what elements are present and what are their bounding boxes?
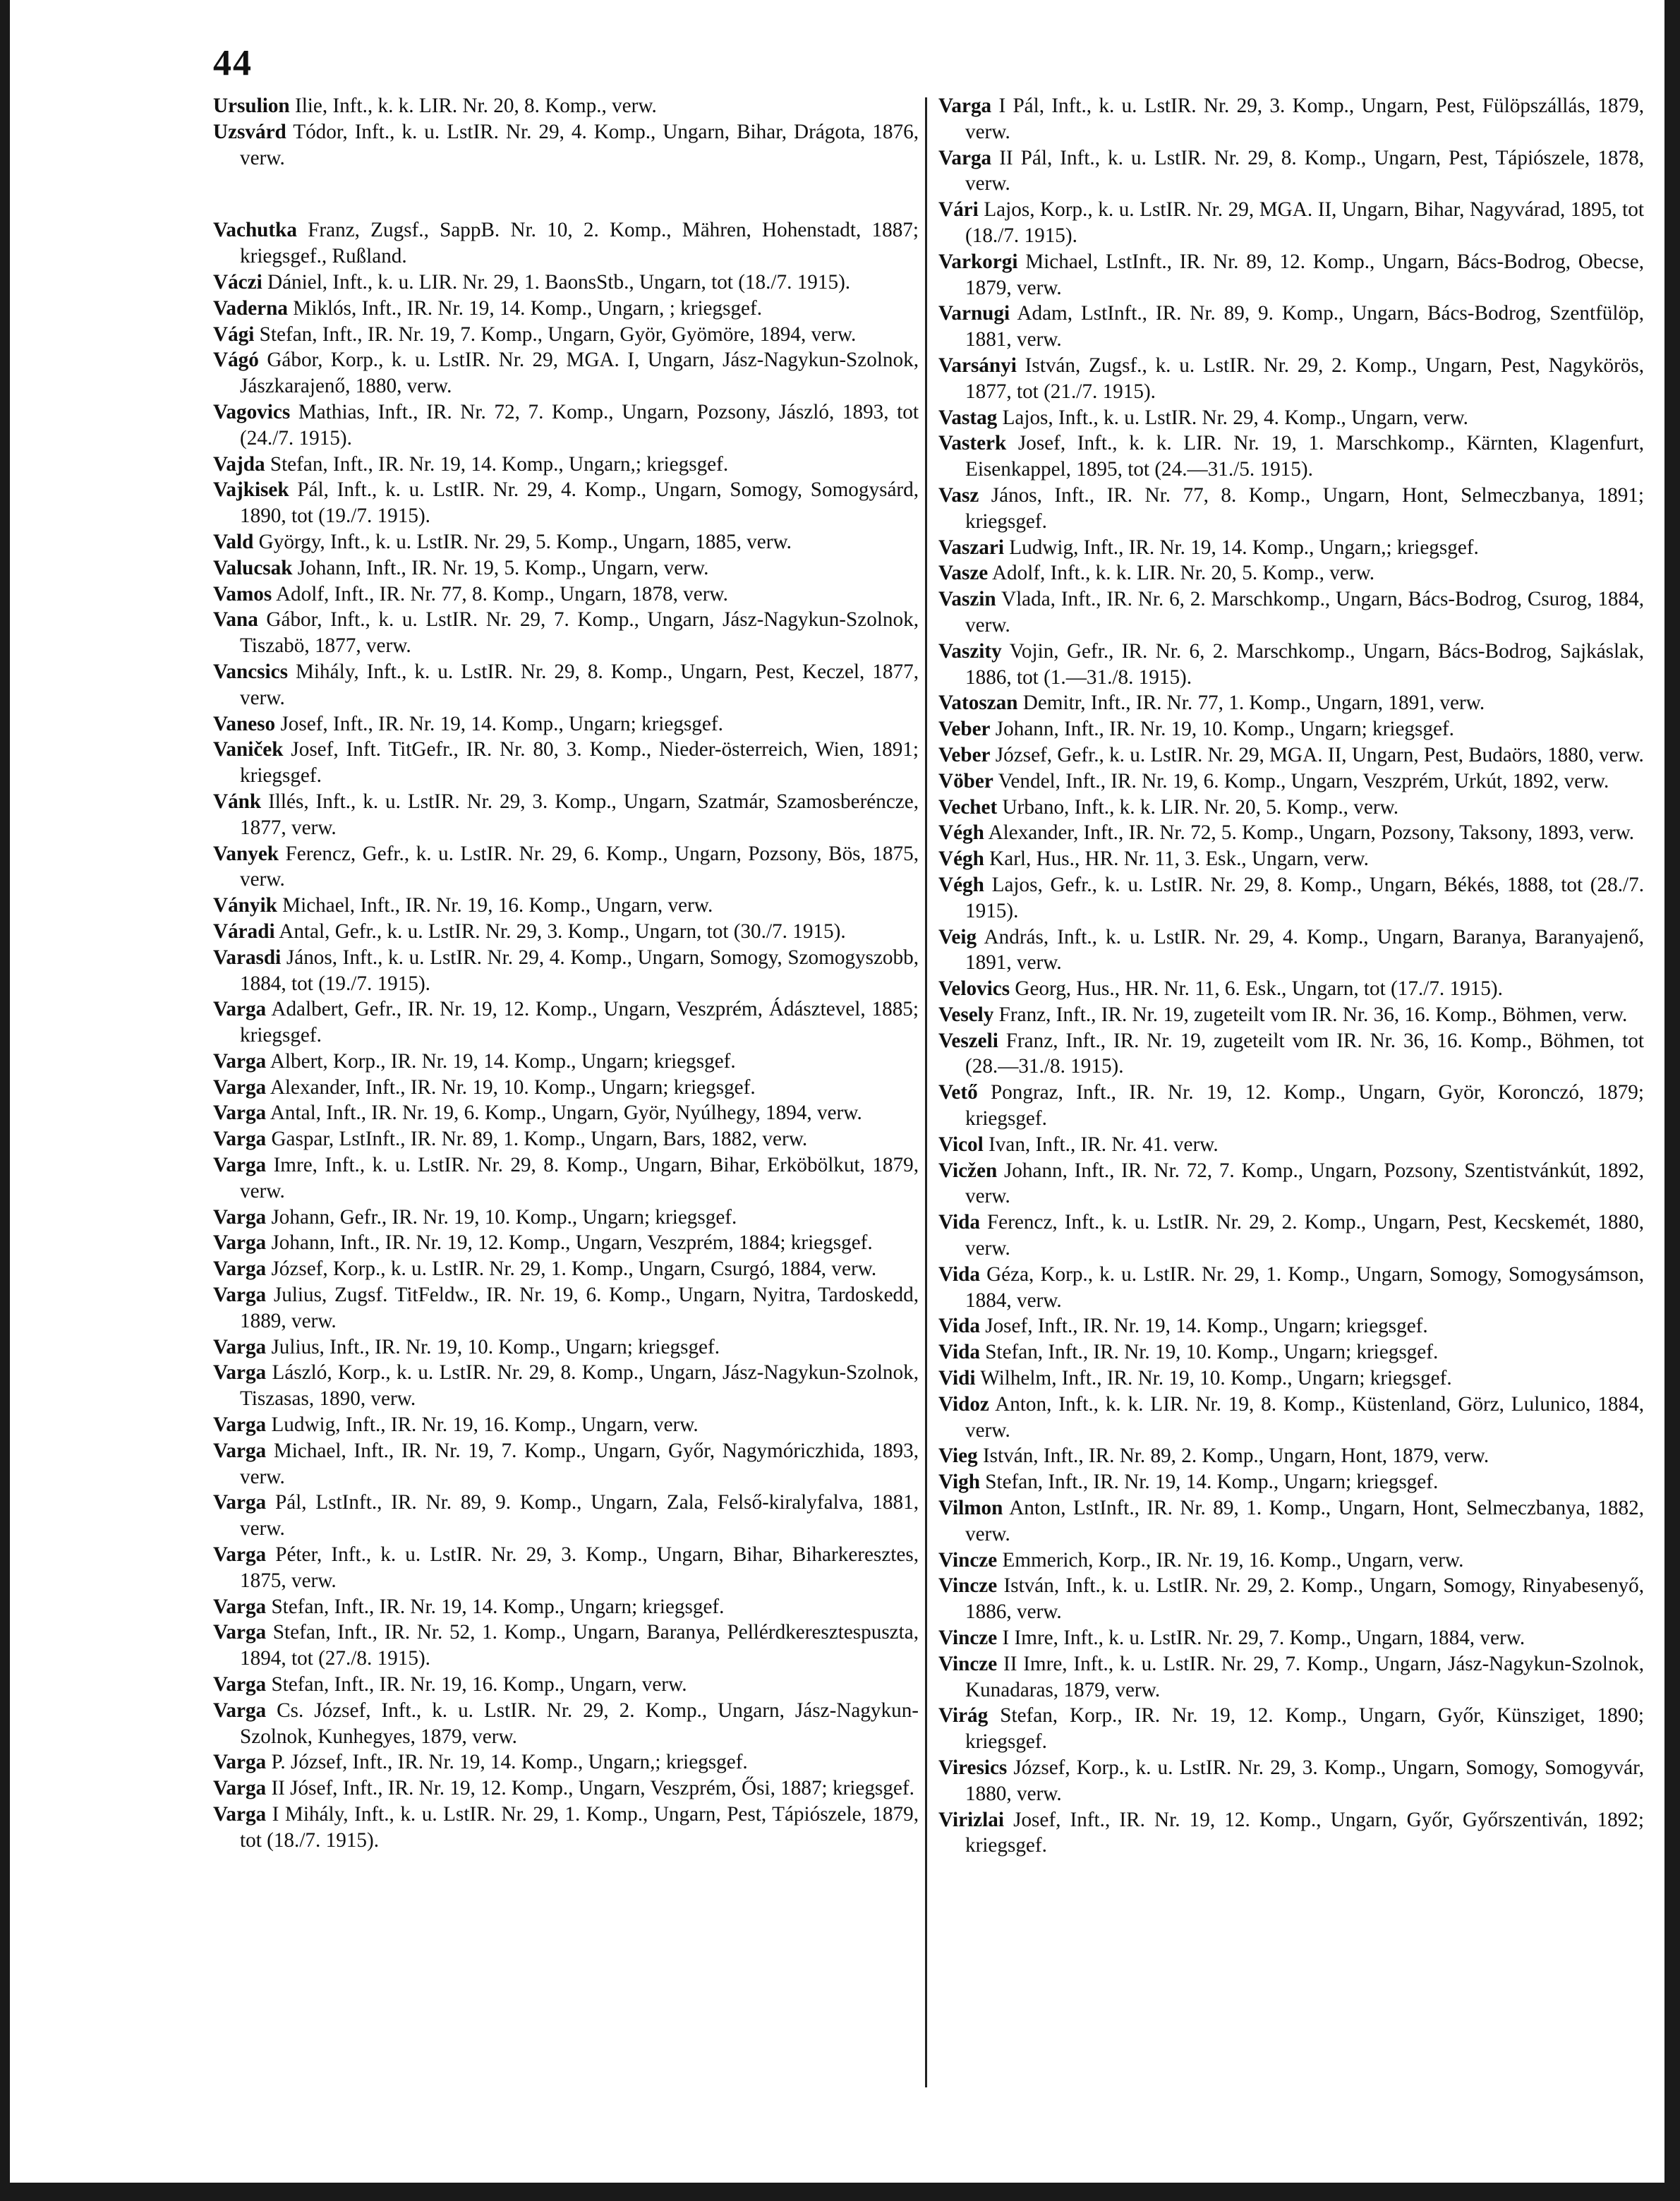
entry-details: István, Inft., k. u. LstIR. Nr. 29, 2. Komp., Ungarn, Somogy, Rinyabesenyő, 1886, verw. <box>965 1574 1644 1624</box>
entry-surname: Varga <box>213 1205 267 1229</box>
entry-surname: Vastag <box>938 406 998 429</box>
entry-details: József, Korp., k. u. LstIR. Nr. 29, 1. Komp., Ungarn, Csurgó, 1884, verw. <box>271 1258 877 1281</box>
register-entry <box>213 399 919 452</box>
register-entry <box>938 639 1644 691</box>
entry-surname: Vidi <box>938 1367 976 1390</box>
entry-surname: Viresics <box>938 1756 1008 1779</box>
entry-surname: Varga <box>938 146 992 169</box>
entry-details: Stefan, Inft., IR. Nr. 19, 14. Komp., Ungarn; kriegsgef. <box>985 1471 1439 1494</box>
register-entry <box>938 249 1644 301</box>
entry-surname: Vető <box>938 1081 978 1104</box>
entry-surname: Varga <box>213 1621 267 1644</box>
page-number: 44 <box>213 43 253 83</box>
entry-details: Karl, Hus., HR. Nr. 11, 3. Esk., Ungarn, verw. <box>989 848 1369 871</box>
register-entry <box>938 535 1644 561</box>
entry-details: Josef, Inft., IR. Nr. 19, 14. Komp., Ungarn; kriegsgef. <box>985 1315 1428 1338</box>
register-entry <box>938 1755 1644 1807</box>
entry-surname: Vana <box>213 608 258 632</box>
entry-details: Antal, Gefr., k. u. LstIR. Nr. 29, 3. Komp., Ungarn, tot (30./7. 1915). <box>279 919 846 943</box>
register-entry <box>213 581 919 608</box>
column-divider <box>925 97 927 2087</box>
entry-details: Demitr, Inft., IR. Nr. 77, 1. Komp., Ungarn, 1891, verw. <box>1022 692 1485 715</box>
entry-surname: Varga <box>213 1491 267 1514</box>
entry-details: Illés, Inft., k. u. LstIR. Nr. 29, 3. Komp., Ungarn, Szatmár, Szamosberéncze, 1877, verw. <box>240 790 919 839</box>
register-entry <box>213 1412 919 1438</box>
entry-surname: Vamos <box>213 582 272 605</box>
entry-details: I Pál, Inft., k. u. LstIR. Nr. 29, 3. Komp., Ungarn, Pest, Fülöpszállás, 1879, verw. <box>965 95 1644 143</box>
register-entry <box>938 795 1644 821</box>
entry-surname: Veber <box>938 743 991 766</box>
register-entry <box>938 1262 1644 1314</box>
entry-surname: Vajkisek <box>213 478 289 502</box>
register-entry <box>938 1651 1644 1703</box>
register-entry <box>213 737 919 789</box>
register-entry <box>213 477 919 529</box>
entry-details: Stefan, Inft., IR. Nr. 19, 14. Komp., Ungarn; kriegsgef. <box>271 1595 725 1618</box>
register-entry <box>938 483 1644 535</box>
entry-details: Stefan, Inft., IR. Nr. 52, 1. Komp., Ungarn, Baranya, Pellérdkeresztespuszta, 1894, tot (27./8. 1915). <box>240 1621 919 1670</box>
entry-details: Johann, Gefr., IR. Nr. 19, 10. Komp., Ungarn; kriegsgef. <box>271 1205 737 1229</box>
register-entry <box>213 1594 919 1620</box>
entry-details: P. József, Inft., IR. Nr. 19, 14. Komp., Ungarn,; kriegsgef. <box>271 1751 748 1774</box>
entry-surname: Vilmon <box>938 1497 1003 1520</box>
entry-surname: Vald <box>213 530 254 553</box>
register-entry <box>213 841 919 893</box>
entry-details: Miklós, Inft., IR. Nr. 19, 14. Komp., Ungarn, ; kriegsgef. <box>293 296 763 320</box>
entry-surname: Varga <box>213 1128 267 1151</box>
entry-surname: Varga <box>213 1413 267 1437</box>
entry-details: Ludwig, Inft., IR. Nr. 19, 14. Komp., Ungarn,; kriegsgef. <box>1009 536 1479 559</box>
entry-details: Stefan, Korp., IR. Nr. 19, 12. Komp., Ungarn, Győr, Künsziget, 1890; kriegsgef. <box>965 1704 1645 1754</box>
entry-surname: Vesely <box>938 1003 994 1026</box>
entry-surname: Velovics <box>938 977 1010 1001</box>
register-entry <box>938 1548 1644 1574</box>
register-entry <box>213 607 919 659</box>
entry-surname: Vida <box>938 1341 980 1364</box>
entry-surname: Varga <box>213 1699 267 1722</box>
register-entry <box>938 93 1644 145</box>
entry-surname: Varga <box>213 1049 267 1073</box>
left-column <box>213 93 919 1854</box>
register-entry <box>213 1075 919 1101</box>
register-entry <box>938 1365 1644 1392</box>
entry-details: Tódor, Inft., k. u. LstIR. Nr. 29, 4. Komp., Ungarn, Bihar, Drágota, 1876, verw. <box>240 120 919 169</box>
entry-details: Johann, Inft., IR. Nr. 19, 10. Komp., Ungarn; kriegsgef. <box>995 718 1454 741</box>
entry-surname: Vári <box>938 198 979 222</box>
register-entry <box>938 145 1644 198</box>
register-entry <box>938 1703 1644 1755</box>
entry-details: János, Inft., IR. Nr. 77, 8. Komp., Ungarn, Hont, Selmeczbanya, 1891; kriegsgef. <box>965 483 1645 533</box>
entry-surname: Veszeli <box>938 1029 998 1052</box>
entry-details: Mihály, Inft., k. u. LstIR. Nr. 29, 8. Komp., Ungarn, Pest, Keczel, 1877, verw. <box>240 660 919 709</box>
entry-surname: Vaszin <box>938 588 996 611</box>
register-entry <box>213 1698 919 1750</box>
register-entry <box>213 1360 919 1412</box>
entry-details: Franz, Zugsf., SappB. Nr. 10, 2. Komp., Mähren, Hohenstadt, 1887; kriegsgef., Rußland. <box>240 219 919 268</box>
register-entry <box>213 347 919 399</box>
entry-details: Ludwig, Inft., IR. Nr. 19, 16. Komp., Ungarn, verw. <box>271 1413 699 1437</box>
entry-surname: Vatoszan <box>938 692 1018 715</box>
entry-surname: Varga <box>213 1543 267 1567</box>
register-entry <box>938 1469 1644 1495</box>
entry-surname: Vincze <box>938 1574 998 1598</box>
entry-surname: Ursulion <box>213 95 290 117</box>
entry-details: Pongraz, Inft., IR. Nr. 19, 12. Komp., Ungarn, Györ, Koronczó, 1879; kriegsgef. <box>965 1081 1645 1130</box>
entry-details: Alexander, Inft., IR. Nr. 72, 5. Komp., Ungarn, Pozsony, Taksony, 1893, verw. <box>988 821 1635 845</box>
register-entry <box>938 353 1644 405</box>
entry-details: Adam, LstInft., IR. Nr. 89, 9. Komp., Ungarn, Bács-Bodrog, Szentfülöp, 1881, verw. <box>965 302 1644 351</box>
register-entry <box>938 301 1644 353</box>
register-entry <box>213 1230 919 1256</box>
entry-details: Ferencz, Gefr., k. u. LstIR. Nr. 29, 6. Komp., Ungarn, Pozsony, Bös, 1875, verw. <box>240 842 919 891</box>
entry-details: Antal, Inft., IR. Nr. 19, 6. Komp., Ungarn, Györ, Nyúlhegy, 1894, verw. <box>270 1102 862 1125</box>
entry-surname: Vági <box>213 322 255 346</box>
register-entry <box>213 529 919 555</box>
register-entry <box>938 1339 1644 1365</box>
entry-details: Vojin, Gefr., IR. Nr. 6, 2. Marschkomp., Ungarn, Bács-Bodrog, Sajkáslak, 1886, tot (1.—31./8. 1915). <box>965 639 1644 689</box>
register-entry <box>213 711 919 737</box>
entry-surname: Végh <box>938 873 984 896</box>
entry-details: József, Korp., k. u. LstIR. Nr. 29, 3. Komp., Ungarn, Somogy, Somogyvár, 1880, verw. <box>965 1756 1644 1805</box>
entry-surname: Vaszity <box>938 639 1002 663</box>
entry-details: Stefan, Inft., IR. Nr. 19, 10. Komp., Ungarn; kriegsgef. <box>985 1341 1439 1364</box>
entry-details: János, Inft., k. u. LstIR. Nr. 29, 4. Komp., Ungarn, Somogy, Szomogyszobb, 1884, tot (19./7. 1915). <box>240 946 919 995</box>
entry-details: Josef, Inft., k. k. LIR. Nr. 19, 1. Marschkomp., Kärnten, Klagenfurt, Eisenkappel, 1895, tot (24.—31./5. 1915). <box>965 432 1645 481</box>
entry-details: Julius, Inft., IR. Nr. 19, 10. Komp., Ungarn; kriegsgef. <box>271 1335 720 1358</box>
entry-details: Pál, LstInft., IR. Nr. 89, 9. Komp., Ungarn, Zala, Felső-kiralyfalva, 1881, verw. <box>240 1491 919 1540</box>
register-entry <box>938 1313 1644 1339</box>
register-entry <box>213 1100 919 1126</box>
entry-surname: Varga <box>213 1751 267 1774</box>
entry-details: Emmerich, Korp., IR. Nr. 19, 16. Komp., Ungarn, verw. <box>1002 1548 1464 1572</box>
entry-details: Alexander, Inft., IR. Nr. 19, 10. Komp., Ungarn; kriegsgef. <box>270 1075 756 1099</box>
entry-surname: Vasze <box>938 562 989 585</box>
register-entry <box>938 1210 1644 1262</box>
entry-details: Wilhelm, Inft., IR. Nr. 19, 10. Komp., Ungarn; kriegsgef. <box>980 1367 1452 1390</box>
entry-details: Urbano, Inft., k. k. LIR. Nr. 20, 5. Komp., verw. <box>1002 795 1399 819</box>
entry-surname: Varsányi <box>938 354 1017 377</box>
entry-surname: Vida <box>938 1262 980 1286</box>
entry-details: András, Inft., k. u. LstIR. Nr. 29, 4. Komp., Ungarn, Baranya, Baranyajenő, 1891, verw. <box>965 925 1644 975</box>
register-entry <box>938 560 1644 586</box>
right-column <box>938 93 1644 1859</box>
entry-surname: Végh <box>938 848 984 871</box>
register-entry <box>213 919 919 945</box>
entry-details: Ilie, Inft., k. k. LIR. Nr. 20, 8. Komp., verw. <box>294 95 657 117</box>
entry-details: Franz, Inft., IR. Nr. 19, zugeteilt vom IR. Nr. 36, 16. Komp., Böhmen, tot (28.—31./8. 1915). <box>965 1029 1645 1078</box>
register-entry <box>938 1392 1644 1444</box>
entry-surname: Vajda <box>213 452 265 476</box>
register-entry <box>213 1282 919 1334</box>
entry-surname: Vincze <box>938 1652 998 1675</box>
entry-surname: Vachutka <box>213 219 297 242</box>
entry-details: László, Korp., k. u. LstIR. Nr. 29, 8. Komp., Ungarn, Jász-Nagykun-Szolnok, Tiszasas, 1890, verw. <box>240 1361 919 1411</box>
register-entry <box>938 1158 1644 1210</box>
register-entry <box>938 924 1644 977</box>
entry-surname: Vanyek <box>213 842 279 865</box>
entry-details: Vendel, Inft., IR. Nr. 19, 6. Komp., Ungarn, Veszprém, Urkút, 1892, verw. <box>998 769 1609 792</box>
entry-surname: Varga <box>213 1439 267 1462</box>
entry-details: István, Zugsf., k. u. LstIR. Nr. 29, 2. Komp., Ungarn, Pest, Nagykörös, 1877, tot (21./7. 1915). <box>965 354 1644 403</box>
register-entry <box>213 1802 919 1854</box>
entry-surname: Vidoz <box>938 1392 989 1416</box>
register-entry <box>938 690 1644 716</box>
register-entry <box>938 1625 1644 1651</box>
entry-details: I Mihály, Inft., k. u. LstIR. Nr. 29, 1. Komp., Ungarn, Pest, Tápiószele, 1879, tot (18./7. 1915). <box>240 1803 919 1852</box>
entry-surname: Varasdi <box>213 946 282 969</box>
register-entry <box>938 1080 1644 1132</box>
register-entry <box>938 197 1644 249</box>
register-entry <box>938 1807 1644 1859</box>
entry-surname: Veig <box>938 925 977 948</box>
entry-surname: Varga <box>213 1154 267 1177</box>
register-entry <box>213 555 919 581</box>
register-entry <box>213 1620 919 1672</box>
register-entry <box>213 452 919 478</box>
entry-surname: Varga <box>938 95 992 117</box>
entry-surname: Vaniček <box>213 738 284 761</box>
entry-surname: Varga <box>213 1803 267 1826</box>
register-entry <box>213 1672 919 1698</box>
register-entry <box>938 430 1644 483</box>
entry-details: Josef, Inft. TitGefr., IR. Nr. 80, 3. Komp., Nieder-österreich, Wien, 1891; kriegsgef. <box>240 738 919 788</box>
entry-details: Michael, LstInft., IR. Nr. 89, 12. Komp., Ungarn, Bács-Bodrog, Obecse, 1879, verw. <box>965 250 1645 299</box>
register-entry <box>213 217 919 270</box>
entry-surname: Vida <box>938 1211 980 1234</box>
entry-surname: Varga <box>213 1777 267 1800</box>
register-entry <box>213 659 919 711</box>
register-entry <box>938 742 1644 768</box>
entry-details: Georg, Hus., HR. Nr. 11, 6. Esk., Ungarn, tot (17./7. 1915). <box>1015 977 1503 1001</box>
register-entry <box>938 716 1644 742</box>
register-entry <box>213 1334 919 1361</box>
register-entry <box>213 93 919 119</box>
entry-surname: Varga <box>213 1335 267 1358</box>
register-entry <box>213 1775 919 1802</box>
entry-details: Adalbert, Gefr., IR. Nr. 19, 12. Komp., Ungarn, Veszprém, Ádásztevel, 1885; kriegsgef. <box>240 998 919 1047</box>
entry-surname: Vieg <box>938 1445 978 1468</box>
entry-details: Josef, Inft., IR. Nr. 19, 14. Komp., Ungarn; kriegsgef. <box>280 712 723 735</box>
entry-details: Lajos, Gefr., k. u. LstIR. Nr. 29, 8. Komp., Ungarn, Békés, 1888, tot (28./7. 1915). <box>965 873 1644 922</box>
register-entry <box>938 820 1644 846</box>
entry-surname: Ványik <box>213 894 277 917</box>
entry-surname: Vaneso <box>213 712 276 735</box>
entry-details: József, Gefr., k. u. LstIR. Nr. 29, MGA. II, Ungarn, Pest, Budaörs, 1880, verw. <box>995 743 1644 766</box>
entry-details: Michael, Inft., IR. Nr. 19, 7. Komp., Ungarn, Győr, Nagymóriczhida, 1893, verw. <box>240 1439 919 1488</box>
entry-surname: Virág <box>938 1704 989 1727</box>
register-entry <box>213 322 919 348</box>
entry-surname: Vicžen <box>938 1159 998 1182</box>
register-entry <box>213 1205 919 1231</box>
entry-surname: Vaderna <box>213 296 288 320</box>
entry-surname: Vágó <box>213 349 259 372</box>
register-entry <box>938 405 1644 431</box>
entry-details: Pál, Inft., k. u. LstIR. Nr. 29, 4. Komp., Ungarn, Somogy, Somogysárd, 1890, tot (19./7. 1915). <box>240 478 919 528</box>
entry-surname: Vincze <box>938 1548 998 1572</box>
entry-details: I Imre, Inft., k. u. LstIR. Nr. 29, 7. Komp., Ungarn, 1884, verw. <box>1002 1627 1525 1650</box>
entry-details: Dániel, Inft., k. u. LIR. Nr. 29, 1. BaonsStb., Ungarn, tot (18./7. 1915). <box>267 270 851 294</box>
entry-details: Gábor, Inft., k. u. LstIR. Nr. 29, 7. Komp., Ungarn, Jász-Nagykun-Szolnok, Tiszabö, 1877, verw. <box>240 608 919 658</box>
entry-details: II Pál, Inft., k. u. LstIR. Nr. 29, 8. Komp., Ungarn, Pest, Tápiószele, 1878, verw. <box>965 146 1645 195</box>
entry-surname: Varga <box>213 1595 267 1618</box>
entry-surname: Varga <box>213 1075 267 1099</box>
entry-details: Stefan, Inft., IR. Nr. 19, 16. Komp., Ungarn, verw. <box>271 1673 687 1696</box>
entry-surname: Vincze <box>938 1627 998 1650</box>
register-entry <box>938 1443 1644 1469</box>
entry-details: Stefan, Inft., IR. Nr. 19, 7. Komp., Ungarn, Györ, Gyömöre, 1894, verw. <box>259 322 857 346</box>
register-entry <box>213 1256 919 1282</box>
entry-details: Josef, Inft., IR. Nr. 19, 12. Komp., Ungarn, Győr, Győrszentiván, 1892; kriegsgef. <box>965 1808 1645 1857</box>
entry-details: Lajos, Korp., k. u. LstIR. Nr. 29, MGA. II, Ungarn, Bihar, Nagyvárad, 1895, tot (18./7. 1915). <box>965 198 1644 247</box>
entry-surname: Vida <box>938 1315 980 1338</box>
register-entry <box>213 893 919 919</box>
entry-surname: Varkorgi <box>938 250 1018 273</box>
register-entry <box>213 945 919 997</box>
register-entry <box>938 846 1644 872</box>
register-entry <box>213 996 919 1049</box>
entry-details: Cs. József, Inft., k. u. LstIR. Nr. 29, 2. Komp., Ungarn, Jász-Nagykun-Szolnok, Kunhegyes, 1879, verw. <box>240 1699 919 1748</box>
register-entry <box>938 872 1644 924</box>
entry-surname: Vaszari <box>938 536 1004 559</box>
register-entry <box>938 1495 1644 1548</box>
entry-surname: Varga <box>213 1361 267 1385</box>
entry-surname: Varga <box>213 1673 267 1696</box>
section-gap <box>213 171 919 217</box>
entry-details: Julius, Zugsf. TitFeldw., IR. Nr. 19, 6. Komp., Ungarn, Nyitra, Tardoskedd, 1889, verw. <box>240 1284 919 1332</box>
register-entry <box>938 1028 1644 1080</box>
entry-surname: Varnugi <box>938 302 1010 325</box>
entry-details: Péter, Inft., k. u. LstIR. Nr. 29, 3. Komp., Ungarn, Bihar, Biharkeresztes, 1875, verw. <box>240 1543 919 1592</box>
entry-details: II Jósef, Inft., IR. Nr. 19, 12. Komp., Ungarn, Veszprém, Ősi, 1887; kriegsgef. <box>271 1777 914 1800</box>
register-entry <box>938 586 1644 639</box>
entry-details: Gaspar, LstInft., IR. Nr. 89, 1. Komp., Ungarn, Bars, 1882, verw. <box>271 1128 808 1151</box>
entry-surname: Váczi <box>213 270 262 294</box>
entry-details: Ivan, Inft., IR. Nr. 41. verw. <box>989 1133 1219 1156</box>
entry-surname: Vechet <box>938 795 998 819</box>
entry-details: György, Inft., k. u. LstIR. Nr. 29, 5. Komp., Ungarn, 1885, verw. <box>258 530 792 553</box>
entry-details: Albert, Korp., IR. Nr. 19, 14. Komp., Ungarn; kriegsgef. <box>270 1049 736 1073</box>
register-entry <box>938 1573 1644 1625</box>
entry-surname: Végh <box>938 821 984 845</box>
register-entry <box>938 976 1644 1002</box>
register-entry <box>938 1132 1644 1158</box>
entry-surname: Veber <box>938 718 991 741</box>
register-entry <box>213 296 919 322</box>
entry-details: Géza, Korp., k. u. LstIR. Nr. 29, 1. Komp., Ungarn, Somogy, Somogysámson, 1884, verw. <box>965 1262 1645 1312</box>
entry-surname: Vigh <box>938 1471 980 1494</box>
register-entry <box>938 768 1644 795</box>
entry-details: II Imre, Inft., k. u. LstIR. Nr. 29, 7. Komp., Ungarn, Jász-Nagykun-Szolnok, Kunadaras, 1879, verw. <box>965 1652 1644 1701</box>
entry-details: Adolf, Inft., k. k. LIR. Nr. 20, 5. Komp., verw. <box>991 562 1375 585</box>
register-entry <box>213 1490 919 1542</box>
entry-surname: Vöber <box>938 769 993 792</box>
entry-details: Imre, Inft., k. u. LstIR. Nr. 29, 8. Komp., Ungarn, Bihar, Erköbölkut, 1879, verw. <box>240 1154 919 1202</box>
entry-surname: Vasz <box>938 483 979 507</box>
register-entry <box>938 1002 1644 1028</box>
register-entry <box>213 119 919 171</box>
entry-surname: Varga <box>213 1231 267 1255</box>
entry-surname: Váradi <box>213 919 275 943</box>
register-entry <box>213 1049 919 1075</box>
entry-surname: Vicol <box>938 1133 984 1156</box>
register-entry <box>213 270 919 296</box>
entry-details: Johann, Inft., IR. Nr. 19, 12. Komp., Ungarn, Veszprém, 1884; kriegsgef. <box>271 1231 873 1255</box>
entry-surname: Vasterk <box>938 432 1007 455</box>
entry-surname: Vánk <box>213 790 262 813</box>
entry-details: István, Inft., IR. Nr. 89, 2. Komp., Ungarn, Hont, 1879, verw. <box>982 1445 1489 1468</box>
entry-details: Lajos, Inft., k. u. LstIR. Nr. 29, 4. Komp., Ungarn, verw. <box>1002 406 1468 429</box>
entry-surname: Uzsvárd <box>213 120 286 143</box>
entry-surname: Virizlai <box>938 1808 1004 1831</box>
entry-surname: Vancsics <box>213 660 288 683</box>
entry-surname: Varga <box>213 1284 267 1307</box>
entry-details: Gábor, Korp., k. u. LstIR. Nr. 29, MGA. I, Ungarn, Jász-Nagykun-Szolnok, Jászkarajenő, 1880, verw. <box>240 349 919 398</box>
entry-details: Adolf, Inft., IR. Nr. 77, 8. Komp., Ungarn, 1878, verw. <box>275 582 728 605</box>
entry-details: Michael, Inft., IR. Nr. 19, 16. Komp., Ungarn, verw. <box>282 894 713 917</box>
register-entry <box>213 1749 919 1775</box>
entry-details: Johann, Inft., IR. Nr. 19, 5. Komp., Ungarn, verw. <box>297 556 709 579</box>
entry-details: Mathias, Inft., IR. Nr. 72, 7. Komp., Ungarn, Pozsony, Jászló, 1893, tot (24./7. 1915). <box>240 400 919 450</box>
entry-surname: Varga <box>213 1258 267 1281</box>
entry-details: Ferencz, Inft., k. u. LstIR. Nr. 29, 2. Komp., Ungarn, Pest, Kecskemét, 1880, verw. <box>965 1211 1645 1260</box>
entry-details: Johann, Inft., IR. Nr. 72, 7. Komp., Ungarn, Pozsony, Szentistvánkút, 1892, verw. <box>965 1159 1644 1208</box>
register-entry <box>213 789 919 841</box>
register-entry <box>213 1152 919 1205</box>
entry-details: Anton, LstInft., IR. Nr. 89, 1. Komp., Ungarn, Hont, Selmeczbanya, 1882, verw. <box>965 1497 1645 1545</box>
entry-details: Vlada, Inft., IR. Nr. 6, 2. Marschkomp., Ungarn, Bács-Bodrog, Csurog, 1884, verw. <box>965 588 1644 637</box>
entry-surname: Varga <box>213 1102 267 1125</box>
register-entry <box>213 1438 919 1490</box>
register-entry <box>213 1542 919 1594</box>
entry-surname: Valucsak <box>213 556 293 579</box>
entry-details: Stefan, Inft., IR. Nr. 19, 14. Komp., Ungarn,; kriegsgef. <box>270 452 729 476</box>
entry-details: Anton, Inft., k. k. LIR. Nr. 19, 8. Komp., Küstenland, Görz, Lulunico, 1884, verw. <box>965 1392 1644 1442</box>
entry-surname: Vagovics <box>213 400 291 423</box>
entry-surname: Varga <box>213 998 267 1021</box>
entry-details: Franz, Inft., IR. Nr. 19, zugeteilt vom IR. Nr. 36, 16. Komp., Böhmen, verw. <box>998 1003 1628 1026</box>
register-entry <box>213 1126 919 1152</box>
